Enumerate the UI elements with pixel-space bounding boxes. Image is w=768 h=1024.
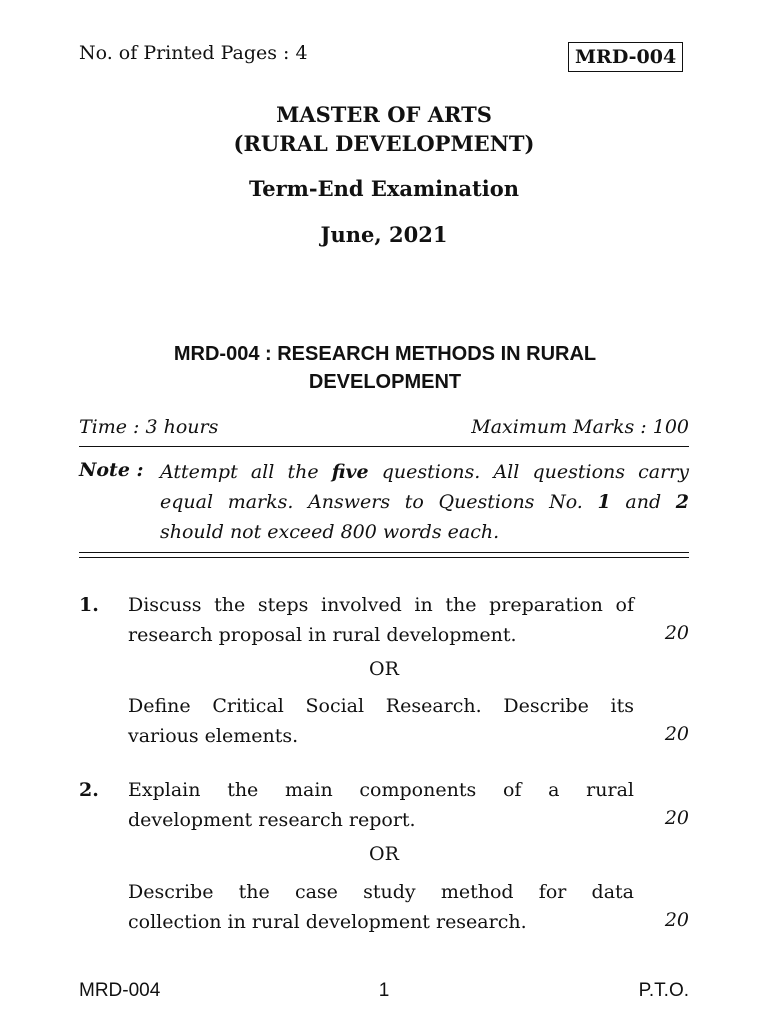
question-marks: 20	[664, 909, 689, 931]
note-text-part: and	[610, 491, 676, 513]
question-number: 2.	[79, 779, 99, 801]
question-text-line: Define Critical Social Research. Describe its	[128, 695, 634, 717]
question-number: 1.	[79, 594, 99, 616]
question-marks: 20	[664, 723, 689, 745]
subject-title-line1: MRD-004 : RESEARCH METHODS IN RURAL	[173, 343, 597, 365]
note-emphasis: 1	[597, 491, 611, 513]
subject-title-line2: DEVELOPMENT	[308, 371, 462, 393]
footer-course-code: MRD-004	[79, 980, 161, 1001]
note-text-part: should not exceed 800 words each.	[160, 521, 500, 543]
course-code-box: MRD-004	[568, 42, 683, 72]
or-separator: OR	[369, 658, 399, 680]
subject-title	[100, 340, 670, 396]
exam-name: Term-End Examination	[248, 176, 519, 201]
page-number: 1	[378, 980, 390, 1001]
double-rule-bottom	[79, 557, 689, 558]
question-text-line: Describe the case study method for data	[128, 881, 634, 903]
question-text-line: Discuss the steps involved in the preparation of	[128, 594, 634, 616]
question-marks: 20	[664, 807, 689, 829]
printed-pages-count: No. of Printed Pages : 4	[79, 42, 308, 64]
double-rule-top	[79, 552, 689, 553]
maximum-marks: Maximum Marks : 100	[471, 416, 689, 438]
question-marks: 20	[664, 622, 689, 644]
note-label: Note :	[79, 459, 144, 481]
question-text-line: research proposal in rural development.	[128, 624, 517, 646]
question-text-line: various elements.	[128, 725, 299, 747]
note-text	[160, 457, 689, 547]
question-text-line: development research report.	[128, 809, 416, 831]
or-separator: OR	[369, 843, 399, 865]
time-allowed: Time : 3 hours	[79, 416, 219, 438]
note-text-part: questions. All questions carry equal marks. Answers to Questions No.	[160, 461, 689, 513]
question-text-line: Explain the main components of a rural	[128, 779, 634, 801]
note-emphasis: 2	[675, 491, 689, 513]
divider-rule	[79, 446, 689, 447]
programme-subtitle: (RURAL DEVELOPMENT)	[233, 131, 535, 156]
exam-date: June, 2021	[320, 222, 448, 247]
question-text-line: collection in rural development research.	[128, 911, 527, 933]
programme-title: MASTER OF ARTS	[276, 102, 492, 127]
please-turn-over: P.T.O.	[638, 980, 689, 1001]
note-text-part: Attempt all the	[160, 461, 332, 483]
note-emphasis: five	[331, 461, 369, 483]
